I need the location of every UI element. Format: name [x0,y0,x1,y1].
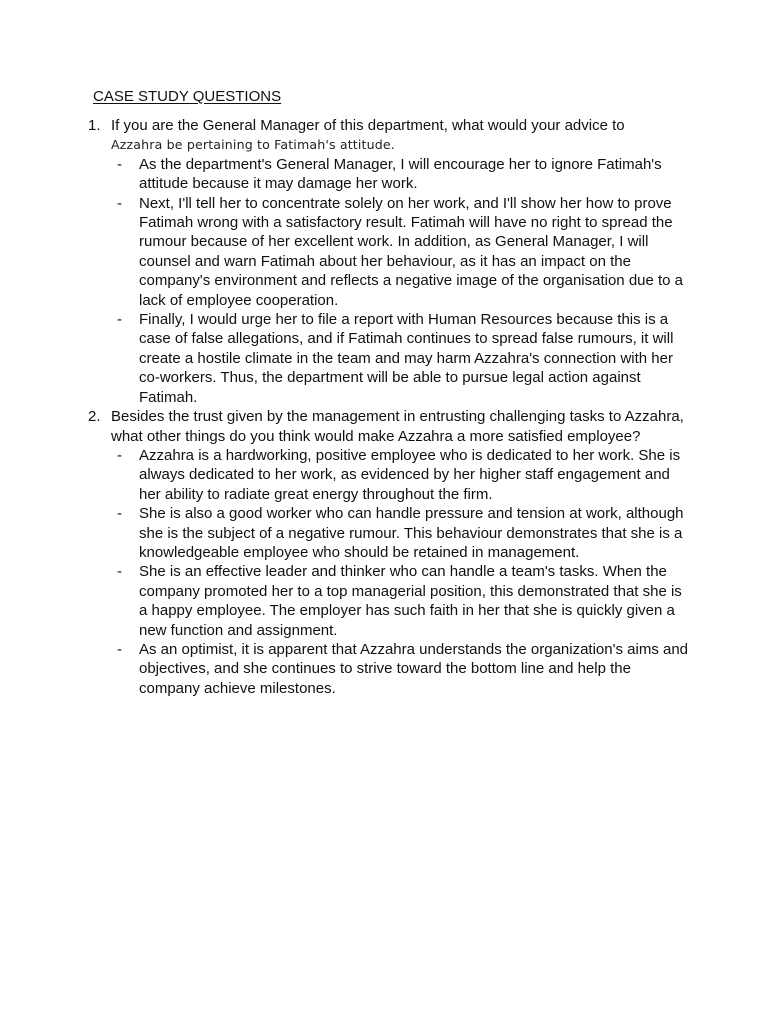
question-item [88,407,688,698]
bullet-dash: - [117,446,122,464]
document-title: CASE STUDY QUESTIONS [93,88,282,105]
answer-list [111,155,688,407]
answer-item [111,562,688,640]
question-text: If you are the General Manager of this department, what would your advice to [111,117,625,134]
question-text: Besides the trust given by the management in entrusting challenging tasks to Azzahra, what other things do you think would make Azzahra a more satisfied employee? [111,408,684,445]
question-number: 1. [88,117,101,134]
question-list [88,116,688,698]
answer-text: As the department's General Manager, I will encourage her to ignore Fatimah's attitude because it may damage her work. [139,155,662,193]
answer-item [111,155,688,194]
bullet-dash: - [117,505,122,523]
question-text-continuation: Azzahra be pertaining to Fatimah's attitude. [111,137,395,153]
answer-item [111,310,688,407]
bullet-dash: - [117,194,122,212]
answer-list [111,446,688,698]
answer-text: As an optimist, it is apparent that Azzahra understands the organization's aims and objectives, and she continues to strive toward the bottom line and help the company achieve milestones. [139,640,689,697]
answer-text: She is an effective leader and thinker who can handle a team's tasks. When the company promoted her to a top managerial position, this demonstrated that she is a happy employee. The employer has such faith in her that she is quickly given a new function and assignment. [139,563,682,639]
bullet-dash: - [117,563,122,581]
bullet-dash: - [117,155,122,173]
question-number: 2. [88,408,101,426]
answer-text: Azzahra is a hardworking, positive employee who is dedicated to her work. She is always dedicated to her work, as evidenced by her higher staff engagement and her ability to radiate great energy throughout the firm. [139,446,681,503]
bullet-dash: - [117,640,122,658]
answer-item [111,194,688,310]
question-item [88,116,688,407]
answer-text: Finally, I would urge her to file a report with Human Resources because this is a case of false allegations, and if Fatimah continues to spread false rumours, it will create a hostile climate in the team and may harm Azzahra's connection with her co-workers. Thus, the department will be able to pursue legal action against Fatimah. [139,311,674,406]
bullet-dash: - [117,311,122,329]
answer-text: Next, I'll tell her to concentrate solely on her work, and I'll show her how to prove Fatimah wrong with a satisfactory result. Fatimah will have no right to spread the rumour because of her excellent work. In addition, as General Manager, I will counsel and warn Fatimah about her behaviour, as it has an impact on the company's environment and reflects a negative image of the organisation due to a lack of employee cooperation. [139,194,684,309]
answer-text: She is also a good worker who can handle pressure and tension at work, although she is the subject of a negative rumour. This behaviour demonstrates that she is a knowledgeable employee who should be retained in management. [139,505,684,561]
answer-item [111,504,688,562]
answer-item [111,446,688,504]
answer-item [111,640,688,698]
